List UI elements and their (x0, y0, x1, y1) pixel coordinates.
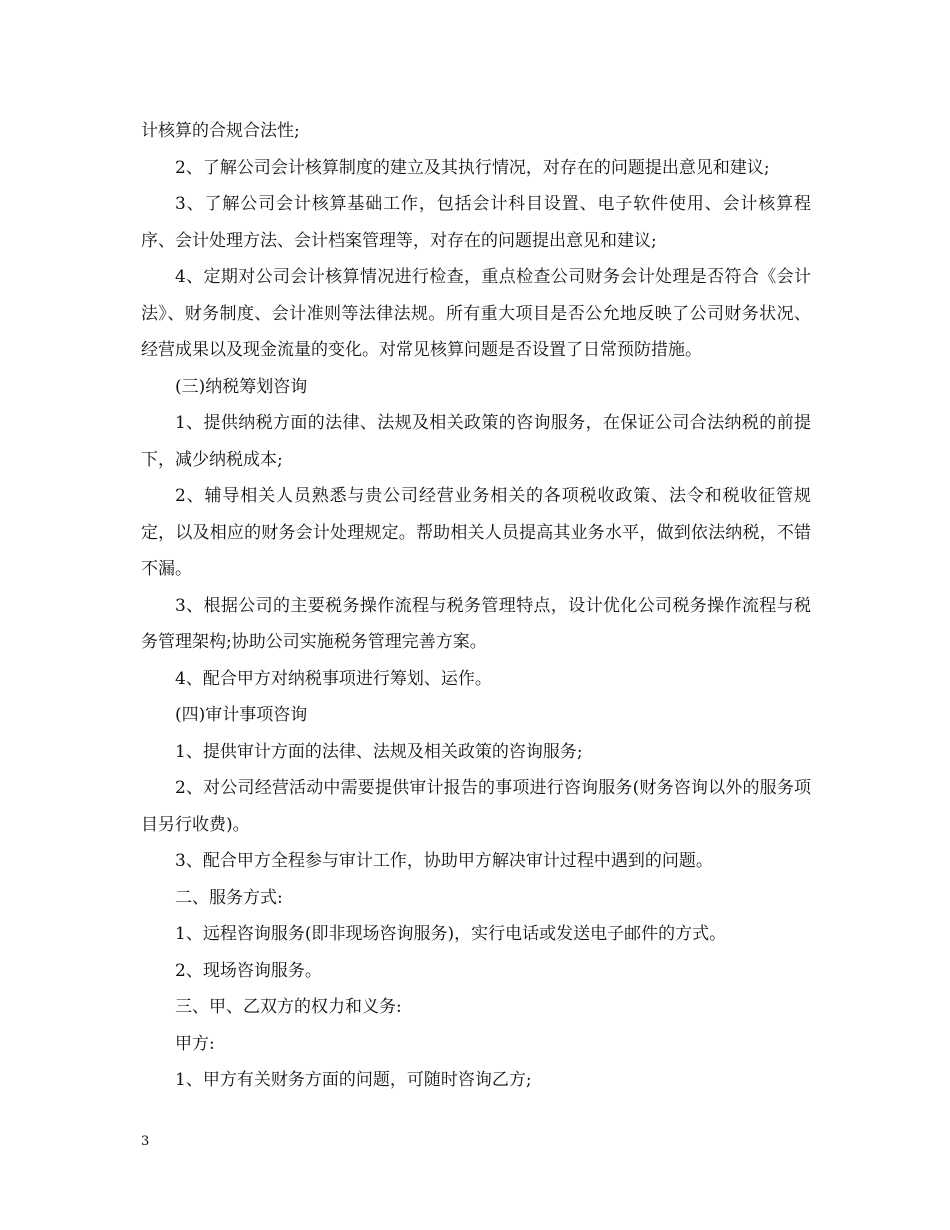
paragraph: 3、配合甲方全程参与审计工作，协助甲方解决审计过程中遇到的问题。 (175, 851, 713, 871)
section-heading: 三、甲、乙双方的权力和义务: (175, 997, 402, 1017)
paragraph: 1、远程咨询服务(即非现场咨询服务)，实行电话或发送电子邮件的方式。 (175, 924, 727, 944)
section-heading: 二、服务方式: (175, 887, 283, 908)
paragraph: 2、辅导相关人员熟悉与贵公司经营业务相关的各项税收政策、法令和税收征管规定，以及相应的财务会计处理规定。帮助相关人员提高其业务水平，做到依法纳税，不错不漏。 (141, 486, 811, 579)
section-heading: (三)纳税筹划咨询 (175, 376, 308, 397)
paragraph: 2、了解公司会计核算制度的建立及其执行情况，对存在的问题提出意见和建议; (175, 157, 770, 178)
paragraph: 2、现场咨询服务。 (175, 960, 322, 981)
paragraph: 1、甲方有关财务方面的问题，可随时咨询乙方; (175, 1070, 532, 1090)
paragraph: 3、根据公司的主要税务操作流程与税务管理特点，设计优化公司税务操作流程与税务管理架构;协助公司实施税务管理完善方案。 (141, 595, 811, 652)
page-number: 3 (141, 1134, 150, 1149)
paragraph: 4、配合甲方对纳税事项进行筹划、运作。 (175, 668, 492, 689)
party-label: 甲方: (175, 1033, 215, 1054)
section-heading: (四)审计事项咨询 (175, 705, 308, 725)
paragraph: 1、提供审计方面的法律、法规及相关政策的咨询服务; (175, 741, 583, 762)
paragraph: 3、了解公司会计核算基础工作，包括会计科目设置、电子软件使用、会计核算程序、会计处理方法、会计档案管理等，对存在的问题提出意见和建议; (141, 194, 811, 251)
paragraph: 2、对公司经营活动中需要提供审计报告的事项进行咨询服务(财务咨询以外的服务项目另行收费)。 (141, 778, 811, 835)
paragraph: 4、定期对公司会计核算情况进行检查，重点检查公司财务会计处理是否符合《会计法》、财务制度、会计准则等法律法规。所有重大项目是否公允地反映了公司财务状况、经营成果以及现金流量的变化。对常见核算问题是否设置了日常预防措施。 (141, 267, 811, 360)
paragraph: 1、提供纳税方面的法律、法规及相关政策的咨询服务，在保证公司合法纳税的前提下，减少纳税成本; (141, 413, 811, 470)
document-body (141, 113, 811, 1099)
paragraph: 计核算的合规合法性; (141, 121, 300, 141)
